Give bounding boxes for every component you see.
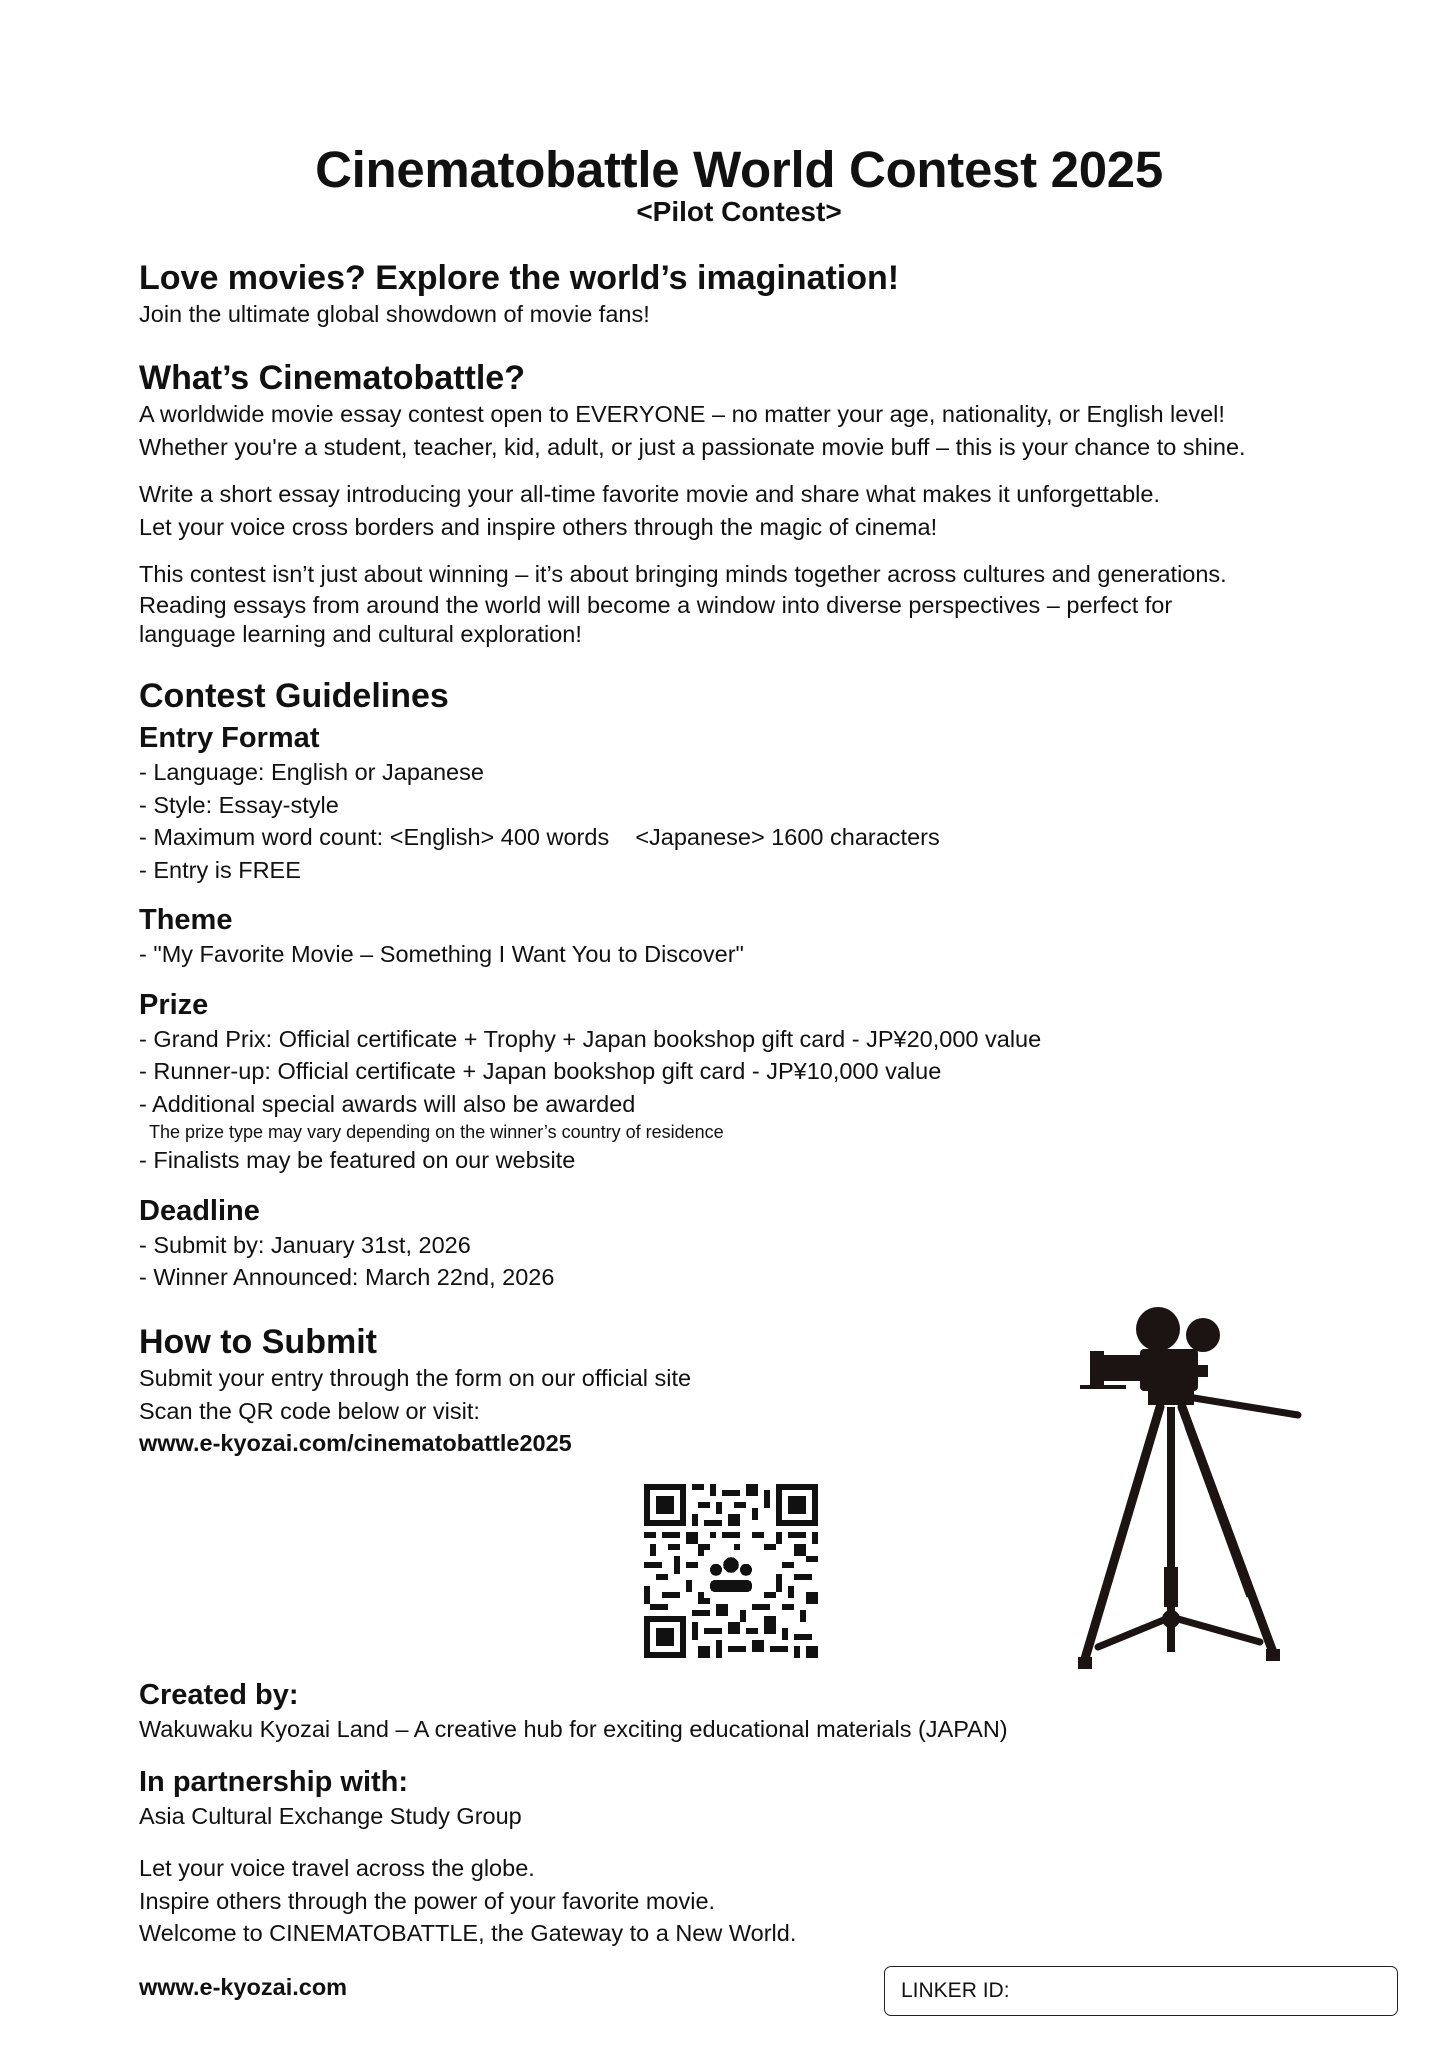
about-line: Let your voice cross borders and inspire others through the magic of cinema!: [139, 513, 938, 540]
submit-url-link[interactable]: www.e-kyozai.com/cinematobattle2025: [139, 1430, 572, 1456]
film-camera-tripod-icon: [1078, 1297, 1312, 1677]
list-item: - Runner-up: Official certificate + Japan bookshop gift card - JP¥10,000 value: [139, 1058, 942, 1084]
submit-line: Scan the QR code below or visit:: [139, 1397, 480, 1424]
deadline-heading: Deadline: [139, 1194, 260, 1227]
about-line: language learning and cultural exploration!: [139, 620, 582, 647]
closing-section: [139, 1852, 1339, 1950]
list-item: - Finalists may be featured on our website: [139, 1147, 576, 1173]
entry-format-heading: Entry Format: [139, 722, 320, 754]
about-line: A worldwide movie essay contest open to EVERYONE – no matter your age, nationality, or English level!: [139, 401, 1225, 427]
guidelines-section: [139, 676, 1339, 1294]
partnership-text: Asia Cultural Exchange Study Group: [139, 1803, 522, 1829]
created-section: [139, 1677, 1339, 1746]
partnership-section: [139, 1764, 1339, 1833]
footer-website-link[interactable]: www.e-kyozai.com: [139, 1974, 348, 2000]
qr-code-icon[interactable]: [644, 1484, 818, 1658]
closing-line: Inspire others through the power of your favorite movie.: [139, 1887, 716, 1914]
about-line: This contest isn’t just about winning – it’s about bringing minds together across cultures and generations.: [139, 561, 1227, 587]
guidelines-heading: Contest Guidelines: [139, 677, 449, 715]
created-heading: Created by:: [139, 1679, 299, 1711]
list-item: - Entry is FREE: [139, 856, 301, 883]
list-item: - Additional special awards will also be awarded: [139, 1090, 636, 1117]
submit-line: Submit your entry through the form on our official site: [139, 1365, 692, 1391]
list-item: - Style: Essay-style: [139, 791, 339, 818]
list-item: - Winner Announced: March 22nd, 2026: [139, 1264, 555, 1290]
list-item: - Maximum word count: <English> 400 words <Japanese> 1600 characters: [139, 824, 940, 850]
partnership-heading: In partnership with:: [139, 1766, 409, 1798]
about-heading: What’s Cinematobattle?: [139, 359, 525, 397]
linker-id-field[interactable]: LINKER ID:: [884, 1966, 1398, 2016]
theme-heading: Theme: [139, 904, 233, 936]
list-item: - Grand Prix: Official certificate + Trophy + Japan bookshop gift card - JP¥20,000 value: [139, 1025, 1042, 1052]
intro-text: Join the ultimate global showdown of movie fans!: [139, 301, 650, 327]
list-item: - "My Favorite Movie – Something I Want You to Discover": [139, 941, 744, 967]
closing-line: Welcome to CINEMATOBATTLE, the Gateway to a New World.: [139, 1920, 797, 1946]
list-item: - Submit by: January 31st, 2026: [139, 1231, 471, 1258]
intro-section: [139, 258, 1339, 331]
about-line: Reading essays from around the world will become a window into diverse perspectives – perfect for: [139, 591, 1173, 618]
about-line: Write a short essay introducing your all-time favorite movie and share what makes it unforgettable.: [139, 481, 1160, 507]
page-title: Cinematobattle World Contest 2025: [315, 141, 1163, 198]
about-section: [139, 358, 1339, 649]
submit-heading: How to Submit: [139, 1323, 377, 1361]
prize-heading: Prize: [139, 988, 209, 1021]
created-text: Wakuwaku Kyozai Land – A creative hub for exciting educational materials (JAPAN): [139, 1716, 1008, 1742]
page-subtitle: <Pilot Contest>: [636, 196, 842, 227]
about-line: Whether you're a student, teacher, kid, adult, or just a passionate movie buff – this is your chance to shine.: [139, 433, 1246, 460]
closing-line: Let your voice travel across the globe.: [139, 1855, 535, 1881]
list-item: - Language: English or Japanese: [139, 759, 484, 785]
intro-heading: Love movies? Explore the world’s imagination!: [139, 259, 900, 297]
prize-note: The prize type may vary depending on the winner’s country of residence: [149, 1122, 724, 1142]
